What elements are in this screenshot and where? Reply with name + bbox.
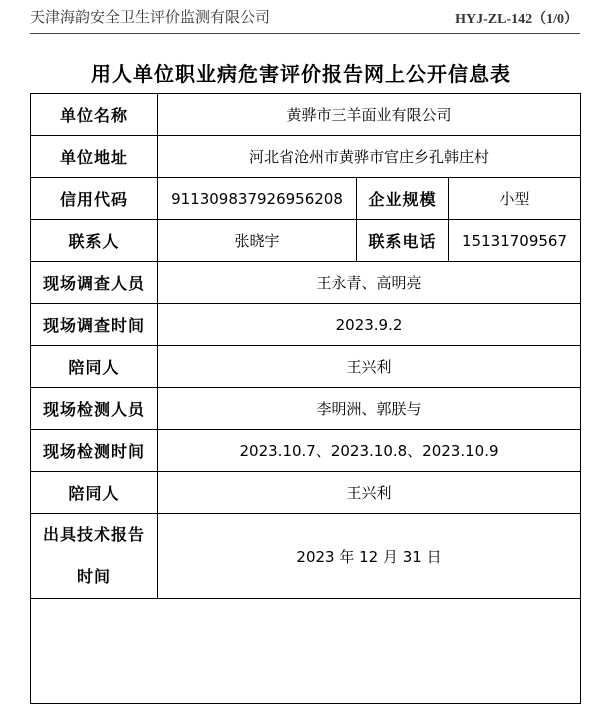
row-unit-name [31, 94, 581, 136]
survey-time-value: 2023.9.2 [158, 304, 581, 346]
test-staff-value: 李明洲、郭朕与 [158, 388, 581, 430]
header-org-name: 天津海韵安全卫生评价监测有限公司 [30, 8, 271, 26]
phone-value: 15131709567 [449, 220, 581, 262]
test-time-value: 2023.10.7、2023.10.8、2023.10.9 [158, 430, 581, 472]
contact-value: 张晓宇 [158, 220, 357, 262]
page-header [0, 0, 602, 36]
survey-staff-value: 王永青、高明亮 [158, 262, 581, 304]
phone-label: 联系电话 [357, 220, 449, 262]
unit-name-label: 单位名称 [31, 94, 158, 136]
credit-code-value: 911309837926956208 [158, 178, 357, 220]
scale-label: 企业规模 [357, 178, 449, 220]
unit-address-label: 单位地址 [31, 136, 158, 178]
row-credit-code [31, 178, 581, 220]
contact-label: 联系人 [31, 220, 158, 262]
row-test-staff [31, 388, 581, 430]
row-test-time [31, 430, 581, 472]
unit-name-value: 黄骅市三羊面业有限公司 [158, 94, 581, 136]
header-rule [30, 33, 580, 34]
document-title: 用人单位职业病危害评价报告网上公开信息表 [91, 62, 511, 86]
report-time-value: 2023 年 12 月 31 日 [158, 514, 581, 599]
row-escort-2 [31, 472, 581, 514]
scale-value: 小型 [449, 178, 581, 220]
header-doc-code: HYJ-ZL-142（1/0） [455, 12, 578, 27]
row-survey-time [31, 304, 581, 346]
report-time-label-line1: 出具技术报告 [42, 525, 145, 544]
survey-staff-label: 现场调查人员 [31, 262, 158, 304]
blank-cell [31, 599, 581, 704]
row-escort-1 [31, 346, 581, 388]
row-blank [31, 599, 581, 704]
report-time-label [31, 514, 158, 599]
escort-2-value: 王兴利 [158, 472, 581, 514]
row-unit-address [31, 136, 581, 178]
report-time-label-line2: 时间 [76, 567, 111, 586]
test-time-label: 现场检测时间 [31, 430, 158, 472]
survey-time-label: 现场调查时间 [31, 304, 158, 346]
escort-1-value: 王兴利 [158, 346, 581, 388]
test-staff-label: 现场检测人员 [31, 388, 158, 430]
info-table [30, 93, 581, 704]
unit-address-value: 河北省沧州市黄骅市官庄乡孔韩庄村 [158, 136, 581, 178]
escort-2-label: 陪同人 [31, 472, 158, 514]
row-contact [31, 220, 581, 262]
credit-code-label: 信用代码 [31, 178, 158, 220]
row-report-time [31, 514, 581, 599]
escort-1-label: 陪同人 [31, 346, 158, 388]
row-survey-staff [31, 262, 581, 304]
